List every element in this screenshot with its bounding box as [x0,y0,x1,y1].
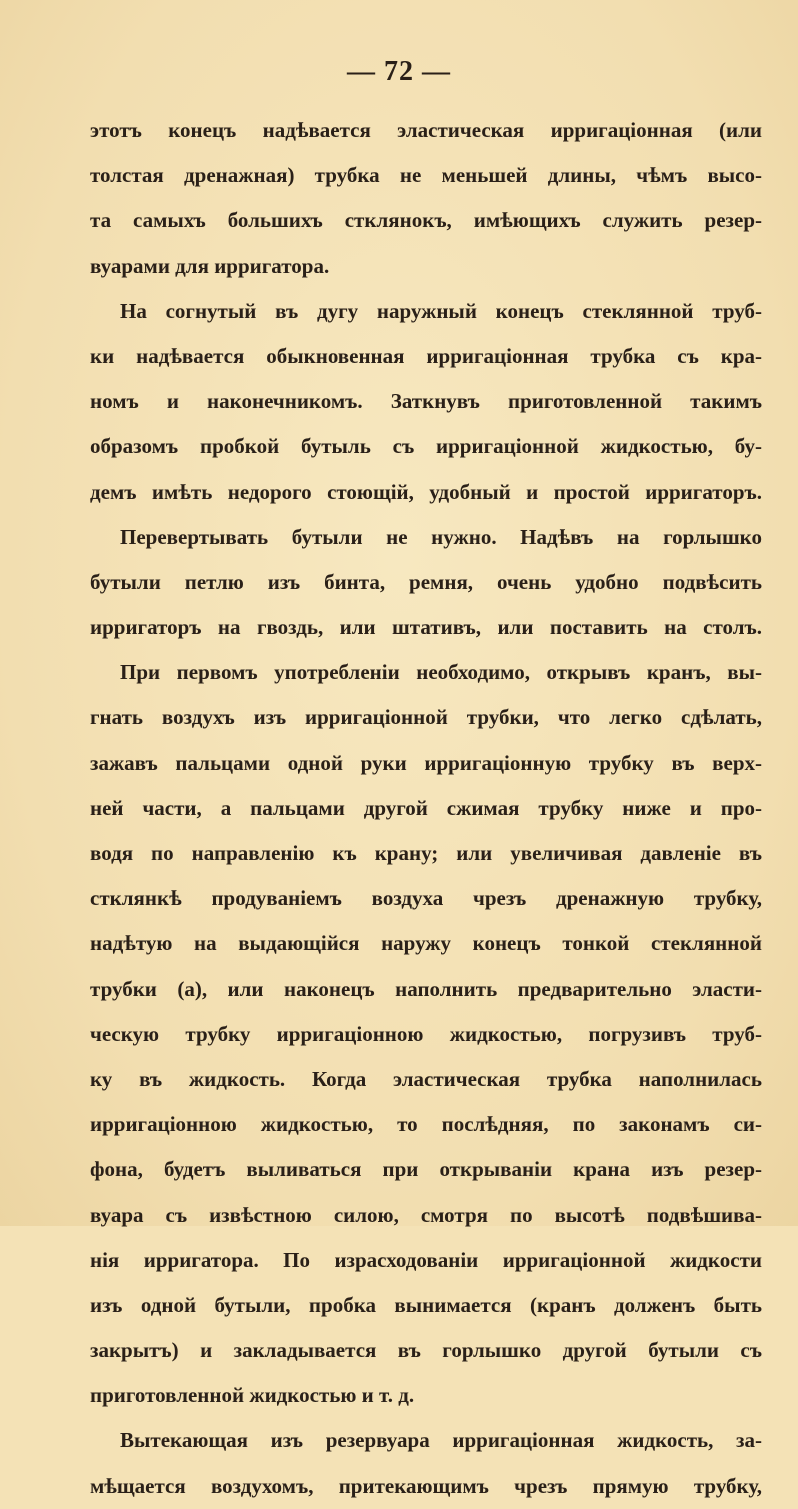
text-line: вуарами для ирригатора. [90,253,330,278]
text-line: нія ирригатора. По израсходованіи ирригаціонной жидкости [90,1247,762,1272]
text-line: демъ имѣть недорого стоющій, удобный и простой ирригаторъ. [90,479,762,504]
text-line: гнать воздухъ изъ ирригаціонной трубки, что легко сдѣлать, [90,705,762,730]
text-line: стклянкѣ продуваніемъ воздуха чрезъ дренажную трубку, [90,886,762,911]
text-line: закрытъ) и закладывается въ горлышко другой бутыли съ [90,1338,762,1363]
text-line: ирригаціонною жидкостью, то послѣдняя, по законамъ си- [90,1112,762,1137]
text-line: ческую трубку ирригаціонною жидкостью, погрузивъ труб- [90,1021,762,1046]
text-line: изъ одной бутыли, пробка вынимается (кранъ долженъ быть [90,1292,762,1317]
text-line: Вытекающая изъ резервуара ирригаціонная жидкость, за- [120,1428,762,1453]
body-text [90,108,762,1509]
text-line: толстая дренажная) трубка не меньшей длины, чѣмъ высо- [90,163,762,188]
text-line: ирригаторъ на гвоздь, или штативъ, или поставить на столъ. [90,615,762,640]
text-line: фона, будетъ выливаться при открываніи крана изъ резер- [90,1157,762,1182]
text-line: номъ и наконечникомъ. Заткнувъ приготовленной такимъ [90,389,762,414]
text-line: вуара съ извѣстною силою, смотря по высотѣ подвѣшива- [90,1202,762,1227]
text-line: этотъ конецъ надѣвается эластическая ирригаціонная (или [90,118,762,142]
text-line: трубки (a), или наконецъ наполнить предварительно эласти- [90,976,762,1001]
text-line: приготовленной жидкостью и т. д. [90,1383,415,1408]
text-line: та самыхъ большихъ стклянокъ, имѣющихъ служить резер- [90,208,762,233]
text-line: образомъ пробкой бутыль съ ирригаціонной жидкостью, бу- [90,434,762,459]
text-line: При первомъ употребленіи необходимо, открывъ кранъ, вы- [120,660,762,685]
text-line: надѣтую на выдающійся наружу конецъ тонкой стеклянной [90,931,762,956]
text-line: ку въ жидкость. Когда эластическая трубка наполнилась [90,1066,762,1091]
text-line: ки надѣвается обыкновенная ирригаціонная трубка съ кра- [90,343,762,368]
text-line: бутыли петлю изъ бинта, ремня, очень удобно подвѣсить [90,569,762,594]
text-line: водя по направленію къ крану; или увеличивая давленіе въ [90,841,762,865]
page-number: — 72 — [347,56,451,87]
text-line: мѣщается воздухомъ, притекающимъ чрезъ прямую трубку, [90,1473,762,1498]
text-line: ней части, а пальцами другой сжимая трубку ниже и про- [90,795,762,820]
text-line: зажавъ пальцами одной руки ирригаціонную трубку въ верх- [90,750,762,775]
text-line: На согнутый въ дугу наружный конецъ стеклянной труб- [120,298,762,323]
text-line: Перевертывать бутыли не нужно. Надѣвъ на горлышко [120,524,762,549]
